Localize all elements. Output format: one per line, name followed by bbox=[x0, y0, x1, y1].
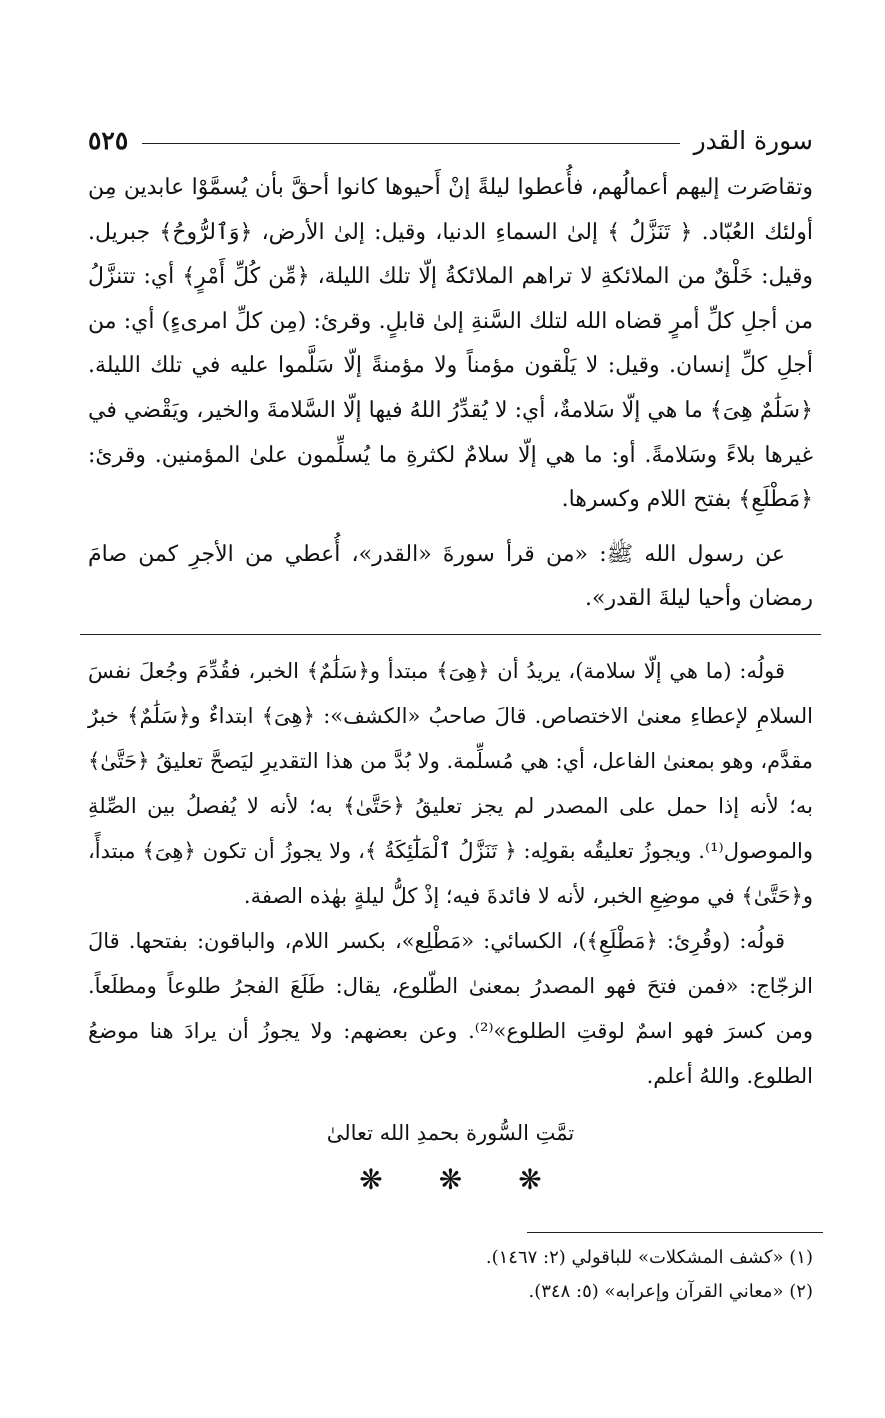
main-paragraph-1: وتقاصَرت إليهم أعمالُهم، فأُعطوا ليلةً إنْ أَحيوها كانوا أحقَّ بأن يُسمَّوْا عابدين مِن أولئك العُبّاد. ﴿ تَنَزَّلُ ﴾ إلىٰ السماءِ الدنيا، وقيل: إلىٰ الأرض، ﴿وَٱلرُّوحُ﴾ جبريل. وقيل: خَلْقٌ من الملائكةِ لا تراهم الملائكةُ إلّا تلك الليلة، ﴿مِّن كُلِّ أَمْرٍ﴾ أي: تتنزَّلُ من أجلِ كلِّ أمرٍ قضاه الله لتلك السَّنةِ إلىٰ قابلٍ. وقرئ: (مِن كلِّ امرىءٍ) أي: من أجلِ كلِّ إنسان. وقيل: لا يَلْقون مؤمناً ولا مؤمنةً إلّا سَلَّموا عليه في تلك الليلة. ﴿سَلَٰمٌ هِىَ﴾ ما هي إلّا سَلامةٌ، أي: لا يُقدِّرُ اللهُ فيها إلّا السَّلامةَ والخير، ويَقْضي في غيرها بلاءً وسَلامةً. أو: ما هي إلّا سلامٌ لكثرةِ ما يُسلِّمون علىٰ المؤمنين. وقرئ: ﴿مَطْلَعِ﴾ بفتح اللام وكسرها. bbox=[88, 175, 813, 513]
surah-title: سورة القدر bbox=[693, 125, 813, 155]
commentary bbox=[88, 649, 813, 1099]
header-rule bbox=[142, 143, 679, 144]
footnote-rule bbox=[527, 1232, 823, 1233]
closing-line: تمَّتِ السُّورة بحمدِ الله تعالىٰ bbox=[326, 1120, 575, 1145]
page bbox=[88, 118, 813, 1309]
commentary-divider bbox=[80, 634, 821, 635]
star-ornament: ❋ bbox=[359, 1162, 383, 1196]
page-number: ٥٢٥ bbox=[88, 125, 129, 155]
star-ornament: ❋ bbox=[518, 1162, 542, 1196]
footnote-2: (٢) «معاني القرآن وإعرابه» (٥: ٣٤٨). bbox=[528, 1280, 813, 1302]
running-head bbox=[88, 118, 813, 162]
footnotes bbox=[88, 1241, 813, 1309]
main-text bbox=[88, 166, 813, 622]
footnote-1: (١) «كشف المشكلات» للباقولي (٢: ١٤٦٧). bbox=[485, 1246, 813, 1268]
ornament-stars bbox=[88, 1163, 813, 1196]
main-paragraph-2: عن رسول الله ﷺ: «من قرأ سورةَ «القدر»، أُعطي من الأجرِ كمن صامَ رمضان وأحيا ليلةَ القدر». bbox=[88, 541, 813, 612]
commentary-paragraph-1: قولُه: (ما هي إلّا سلامة)، يريدُ أن ﴿هِىَ﴾ مبتدأ و﴿سَلَٰمٌ﴾ الخبر، فقُدِّمَ وجُعلَ نفسَ السلامِ لإعطاءِ معنىٰ الاختصاص. قالَ صاحبُ «الكشف»: ﴿هِىَ﴾ ابتداءٌ و﴿سَلَٰمٌ﴾ خبرٌ مقدَّم، وهو بمعنىٰ الفاعل، أي: هي مُسلِّمة. ولا بُدَّ من هذا التقديرِ ليَصحَّ تعليقُ ﴿حَتَّىٰ﴾ به؛ لأنه إذا حمل على المصدر لم يجز تعليقُ ﴿حَتَّىٰ﴾ به؛ لأنه لا يُفصلُ بين الصِّلةِ والموصول⁽¹⁾. ويجوزُ تعليقُه بقولِه: ﴿ تَنَزَّلُ ٱلْمَلَٰٓئِكَةُ ﴾، ولا يجوزُ أن تكون ﴿هِىَ﴾ مبتدأً، و﴿حَتَّىٰ﴾ في موضِعِ الخبر، لأنه لا فائدةَ فيه؛ إذْ كلُّ ليلةٍ بهٰذه الصفة. bbox=[88, 658, 813, 908]
star-ornament: ❋ bbox=[438, 1162, 463, 1196]
commentary-paragraph-2: قولُه: (وقُرِئ: ﴿مَطْلَعِ﴾)، الكسائي: «مَطْلِع»، بكسر اللام، والباقون: بفتحها. قالَ الزجّاج: «فمن فتحَ فهو المصدرُ بمعنىٰ الطّلوع، يقال: طَلَعَ الفجرُ طلوعاً ومطلَعاً. ومن كسرَ فهو اسمٌ لوقتِ الطلوع»⁽²⁾. وعن بعضهم: ولا يجوزُ أن يرادَ هنا موضعُ الطلوع. واللهُ أعلم. bbox=[88, 928, 813, 1088]
